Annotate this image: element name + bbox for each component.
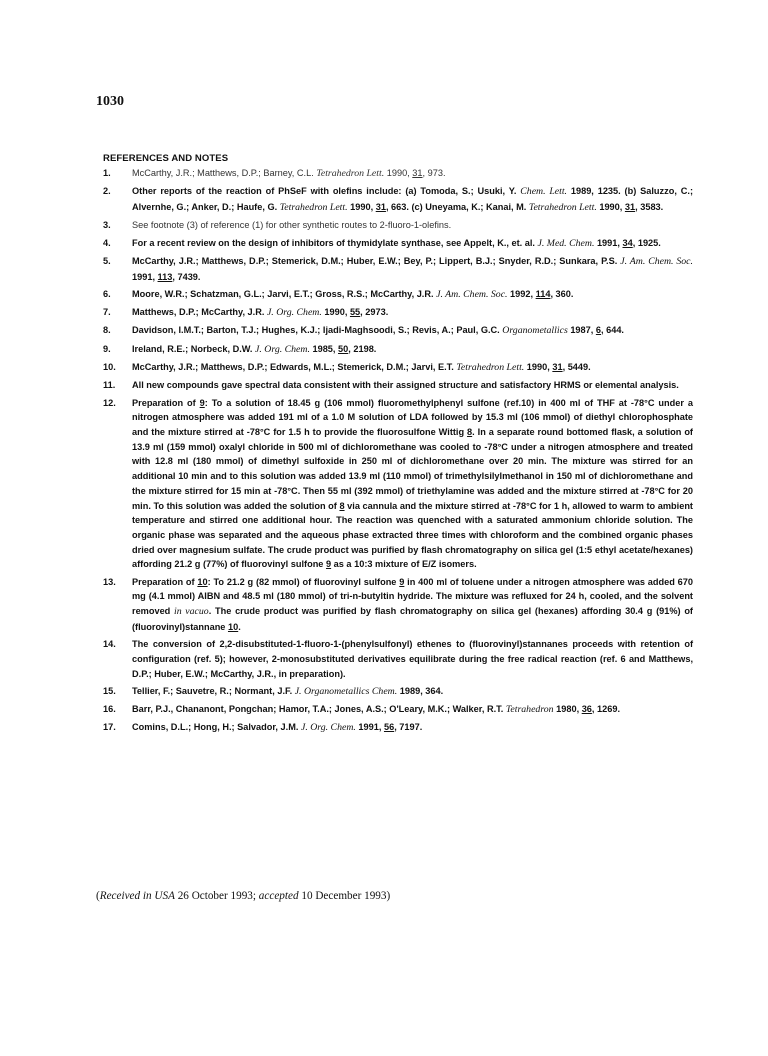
reference-fragment: All new compounds gave spectral data consistent with their assigned structure and satisfactory HRMS or elemental analysis.	[132, 380, 679, 391]
reference-item	[103, 720, 693, 736]
reference-journal: J. Med. Chem.	[537, 237, 595, 249]
reference-text	[132, 360, 693, 376]
reference-volume: 31	[375, 202, 386, 212]
reference-journal: Organometallics	[502, 325, 568, 337]
reference-number: 16.	[103, 704, 116, 715]
reference-volume: 34	[622, 237, 633, 248]
reference-number: 13.	[103, 576, 116, 587]
reference-item	[103, 305, 693, 321]
reference-volume: 55	[349, 307, 361, 318]
reference-volume: 9	[199, 397, 205, 408]
reference-fragment: .	[238, 621, 241, 632]
reference-item	[103, 184, 693, 215]
reference-fragment: 1990,	[347, 202, 376, 212]
reference-fragment: , 663. (c) Uneyama, K.; Kanai, M.	[385, 202, 529, 212]
reference-number: 4.	[103, 237, 111, 248]
reference-volume: 10	[227, 621, 239, 632]
reference-fragment: McCarthy, J.R.; Matthews, D.P.; Edwards, M.L.; Stemerick, D.M.; Jarvi, E.T.	[132, 362, 457, 373]
reference-list	[103, 166, 693, 739]
reference-fragment: 1990,	[596, 202, 625, 212]
reference-volume: 10	[197, 576, 208, 587]
reference-item	[103, 323, 693, 339]
reference-fragment: 1985,	[309, 343, 339, 354]
reference-text	[132, 575, 693, 635]
reference-fragment: 1980,	[553, 704, 582, 715]
received-open-paren: (	[96, 890, 100, 902]
reference-text	[132, 396, 693, 572]
reference-fragment: 1991,	[594, 237, 623, 248]
reference-volume: 8	[467, 427, 473, 438]
reference-text	[132, 684, 693, 700]
reference-item	[103, 378, 693, 393]
reference-volume: 6	[595, 325, 601, 336]
reference-item	[103, 702, 693, 718]
received-line	[96, 890, 390, 902]
reference-fragment: 1991,	[355, 722, 384, 733]
reference-fragment: Moore, W.R.; Schatzman, G.L.; Jarvi, E.T.; Gross, R.S.; McCarthy, J.R.	[132, 288, 437, 299]
reference-fragment: 1990,	[321, 307, 350, 318]
reference-fragment: , 5449.	[562, 362, 591, 373]
reference-volume: 8	[339, 500, 345, 511]
reference-item	[103, 360, 693, 376]
reference-volume: 56	[383, 722, 395, 733]
reference-volume: 31	[624, 202, 636, 212]
reference-fragment: : To 21.2 g (82 mmol) of fluorovinyl sulfone	[207, 576, 400, 587]
reference-text	[132, 342, 693, 358]
reference-fragment: 1990,	[384, 168, 413, 178]
reference-journal: Tetrahedron Lett.	[456, 362, 525, 374]
reference-fragment: Davidson, I.M.T.; Barton, T.J.; Hughes, K.J.; Ijadi-Maghsoodi, S.; Revis, A.; Paul, G.C.	[132, 325, 503, 336]
reference-fragment: , 2198.	[348, 343, 377, 354]
reference-fragment: McCarthy, J.R.; Matthews, D.P.; Barney, C.L.	[132, 168, 317, 178]
reference-journal: J. Org. Chem.	[266, 307, 322, 319]
reference-number: 1.	[103, 168, 111, 178]
received-date: 26 October 1993;	[174, 890, 259, 902]
reference-fragment: , 7439.	[172, 271, 201, 282]
received-label: Received in USA	[99, 890, 175, 902]
reference-fragment: . In a separate round bottomed flask, a solution of 13.9 ml (159 mmol) oxalyl chloride in 500 ml of dichloromethane was cooled to -78°C under a nitrogen atmosphere and treated with 12.8 ml (180 mmol) of dimethyl sulfoxide in 250 ml of dichloromethane over 20 min. The mixture was stirred for an additional 10 min and to this solution was added 13.9 ml (110 mmol) of trimethylsilylmethanol in 150 ml of dichloromethane and the mixture stirred for 15 min at -78°C. Then 55 ml (392 mmol) of triethylamine was added and the mixture stirred at -78°C for 20 min. To this solution was added the solution of	[132, 427, 693, 511]
reference-item	[103, 236, 693, 252]
reference-item	[103, 575, 693, 635]
reference-text	[132, 166, 693, 182]
reference-volume: 113	[157, 271, 173, 282]
reference-journal: J. Am. Chem. Soc.	[436, 288, 508, 300]
reference-text	[132, 184, 693, 215]
reference-number: 17.	[103, 722, 116, 733]
reference-fragment: The conversion of 2,2-disubstituted-1-fluoro-1-(phenylsulfonyl) ethenes to (fluorovinyl)stannanes proceeds with retention of configuration (ref. 5); however, 2-monosubstituted derivatives equilibrate during the free radical reaction (ref. 6 and Matthews, D.P.; Huber, E.W.; McCarthy, J.R., in preparation).	[132, 639, 693, 679]
reference-number: 10.	[103, 362, 116, 373]
reference-fragment: Preparation of	[132, 397, 200, 408]
reference-fragment: : To a solution of 18.45 g (106 mmol) fluoromethylphenyl sulfone (ref.10) in 400 ml of THF at -78°C under a nitrogen atmosphere was added 191 ml of a 1.0 M solution of LDA followed by 15.3 ml (106 mmol) of diethyl chlorophosphate and the mixture stirred at -78°C for 1.5 h to provide the fluorosulfone Wittig	[132, 397, 693, 438]
reference-number: 14.	[103, 639, 116, 650]
reference-fragment: 1987,	[567, 325, 596, 336]
reference-journal: J. Am. Chem. Soc.	[620, 255, 693, 267]
reference-number: 11.	[103, 380, 116, 391]
reference-text	[132, 323, 693, 339]
reference-text	[132, 637, 693, 681]
references-heading: REFERENCES AND NOTES	[103, 153, 229, 164]
reference-journal: Chem. Lett.	[520, 186, 568, 198]
reference-fragment: , 360.	[550, 288, 574, 299]
reference-fragment: , 2973.	[360, 307, 389, 318]
reference-fragment: Ireland, R.E.; Norbeck, D.W.	[132, 343, 256, 354]
reference-fragment: See footnote (3) of reference (1) for other synthetic routes to 2-fluoro-1-olefins.	[132, 220, 452, 231]
reference-text	[132, 305, 693, 321]
reference-text	[132, 720, 693, 736]
reference-fragment: Comins, D.L.; Hong, H.; Salvador, J.M.	[132, 722, 301, 733]
reference-fragment: , 7197.	[394, 722, 423, 733]
reference-text	[132, 702, 693, 718]
reference-fragment: 1989, 364.	[397, 685, 444, 696]
reference-fragment: in 400 ml of toluene under a nitrogen atmosphere was added 670 mg (4.1 mmol) AIBN and 48.5 ml (180 mmol) of tri-n-butyltin hydride. The mixture was refluxed for 24 h, cooled, and the solvent removed	[132, 576, 693, 617]
reference-number: 6.	[103, 288, 111, 299]
accepted-date: 10 December 1993)	[298, 890, 391, 902]
reference-item	[103, 287, 693, 303]
reference-journal: Tetrahedron	[505, 704, 554, 716]
reference-number: 5.	[103, 255, 111, 266]
reference-number: 7.	[103, 307, 111, 318]
reference-number: 15.	[103, 685, 116, 696]
reference-item	[103, 342, 693, 358]
reference-item	[103, 684, 693, 700]
reference-fragment: McCarthy, J.R.; Matthews, D.P.; Stemerick, D.M.; Huber, E.W.; Bey, P.; Lippert, B.J.; Snyder, R.D.; Sunkara, P.S.	[132, 255, 621, 266]
reference-number: 2.	[103, 186, 111, 197]
reference-journal: in vacuo	[174, 606, 209, 618]
reference-fragment: Other reports of the reaction of PhSeF with olefins include: (a) Tomoda, S.; Usuki, Y.	[132, 186, 521, 197]
reference-number: 9.	[103, 343, 111, 354]
reference-fragment: as a 10:3 mixture of E/Z isomers.	[331, 559, 477, 570]
reference-text	[132, 378, 693, 393]
reference-fragment: . The crude product was purified by flash chromatography on silica gel (hexanes) affording 30.4 g (91%) of (fluorovinyl)stannane	[132, 606, 693, 632]
reference-text	[132, 218, 693, 233]
reference-item	[103, 166, 693, 182]
reference-fragment: 1990,	[524, 362, 553, 373]
reference-journal: Tetrahedron Lett.	[316, 168, 385, 179]
reference-item	[103, 637, 693, 681]
reference-number: 12.	[103, 397, 116, 408]
reference-fragment: Tellier, F.; Sauvetre, R.; Normant, J.F.	[132, 685, 295, 696]
reference-journal: J. Org. Chem.	[255, 343, 310, 355]
reference-text	[132, 254, 693, 284]
reference-item	[103, 396, 693, 572]
reference-fragment: , 644.	[601, 325, 624, 336]
reference-volume: 31	[552, 362, 563, 373]
reference-fragment: , 3583.	[635, 202, 664, 212]
reference-volume: 9	[399, 576, 405, 587]
reference-fragment: 1991,	[132, 271, 158, 282]
reference-journal: Tetrahedron Lett.	[279, 202, 348, 213]
reference-volume: 36	[581, 704, 592, 715]
reference-fragment: Preparation of	[132, 576, 198, 587]
reference-number: 8.	[103, 325, 111, 336]
reference-fragment: 1989, 1235. (b) Saluzzo, C.; Alvernhe, G.; Anker, D.; Haufe, G.	[132, 186, 694, 212]
reference-journal: J. Organometallics Chem.	[294, 685, 398, 697]
reference-fragment: Matthews, D.P.; McCarthy, J.R.	[132, 307, 267, 318]
reference-volume: 114	[535, 288, 551, 299]
accepted-label: accepted	[258, 890, 299, 902]
reference-volume: 9	[325, 559, 332, 570]
reference-fragment: For a recent review on the design of inhibitors of thymidylate synthase, see Appelt, K., et. al.	[132, 237, 538, 248]
reference-fragment: , 1269.	[591, 704, 621, 715]
reference-text	[132, 287, 693, 303]
reference-fragment: , 1925.	[632, 237, 661, 248]
reference-volume: 50	[338, 343, 349, 354]
reference-fragment: Barr, P.J., Chananont, Pongchan; Hamor, T.A.; Jones, A.S.; O'Leary, M.K.; Walker, R.T.	[132, 704, 506, 715]
page-number: 1030	[96, 94, 124, 109]
reference-journal: Tetrahedron Lett.	[528, 202, 597, 213]
reference-volume: 31	[412, 168, 423, 178]
reference-fragment: 1992,	[507, 288, 536, 299]
reference-fragment: via cannula and the mixture stirred at -78°C for 1 h, allowed to warm to ambient temperature and stirred one additional hour. The reaction was quenched with a saturated ammonium chloride solution. The organic phase was separated and the aqueous phase extracted three times with chloroform and the combined organic phases dried over magnesium sulfate. The crude product was purified by flash chromatography on silica gel (1:5 ethyl acetate/hexanes) affording 21.2 g (77%) of fluorovinyl sulfone	[132, 500, 693, 570]
reference-item	[103, 254, 693, 284]
reference-item	[103, 218, 693, 233]
reference-number: 3.	[103, 220, 111, 231]
reference-text	[132, 236, 693, 252]
reference-journal: J. Org. Chem.	[300, 722, 356, 734]
reference-fragment: , 973.	[422, 168, 446, 178]
